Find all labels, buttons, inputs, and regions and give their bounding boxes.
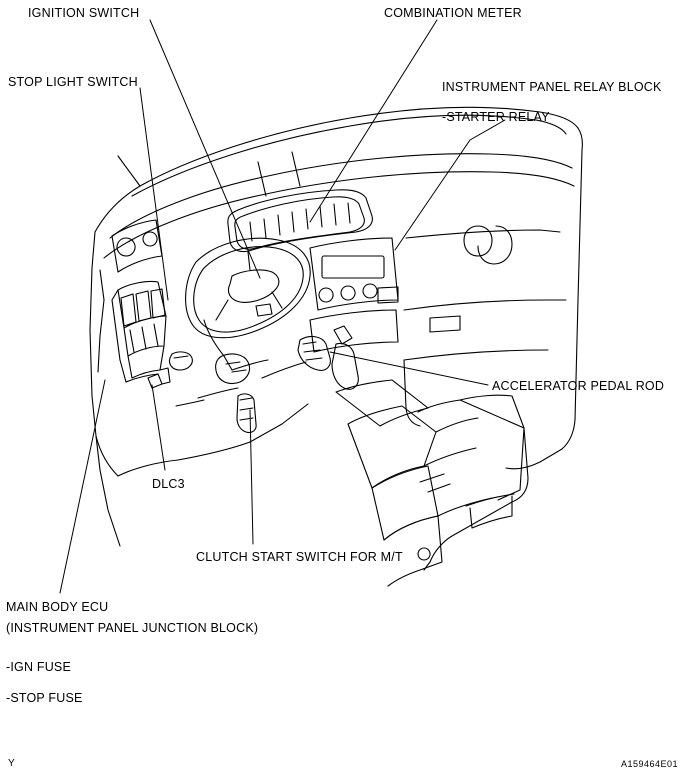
callout-instrument-panel-junction-block: (INSTRUMENT PANEL JUNCTION BLOCK) [6, 621, 259, 635]
callout-combination-meter: COMBINATION METER [384, 6, 522, 20]
callout-starter-relay: -STARTER RELAY [442, 110, 550, 124]
junction-block [112, 281, 170, 388]
figure-code: A159464E01 [620, 759, 678, 769]
callout-stop-fuse: -STOP FUSE [6, 691, 83, 705]
meter-hood [228, 190, 373, 252]
callout-instrument-panel-relay-block: INSTRUMENT PANEL RELAY BLOCK [442, 80, 662, 94]
ignition-column [216, 354, 250, 384]
center-stack [310, 238, 398, 352]
callout-ignition-switch: IGNITION SWITCH [28, 6, 140, 20]
callout-ign-fuse: -IGN FUSE [6, 660, 71, 674]
left-vent [98, 220, 162, 372]
pedals [237, 326, 358, 433]
callout-clutch-start-switch: CLUTCH START SWITCH FOR M/T [196, 550, 403, 564]
leader-lines [60, 20, 505, 593]
steering-wheel [186, 238, 311, 370]
callout-dlc3: DLC3 [152, 477, 185, 491]
callout-accelerator-pedal-rod: ACCELERATOR PEDAL ROD [492, 379, 665, 393]
sheet-mark: Y [8, 758, 15, 769]
callout-stop-light-switch: STOP LIGHT SWITCH [8, 75, 138, 89]
callout-main-body-ecu: MAIN BODY ECU [6, 600, 109, 614]
dlc3-connector [169, 352, 192, 370]
